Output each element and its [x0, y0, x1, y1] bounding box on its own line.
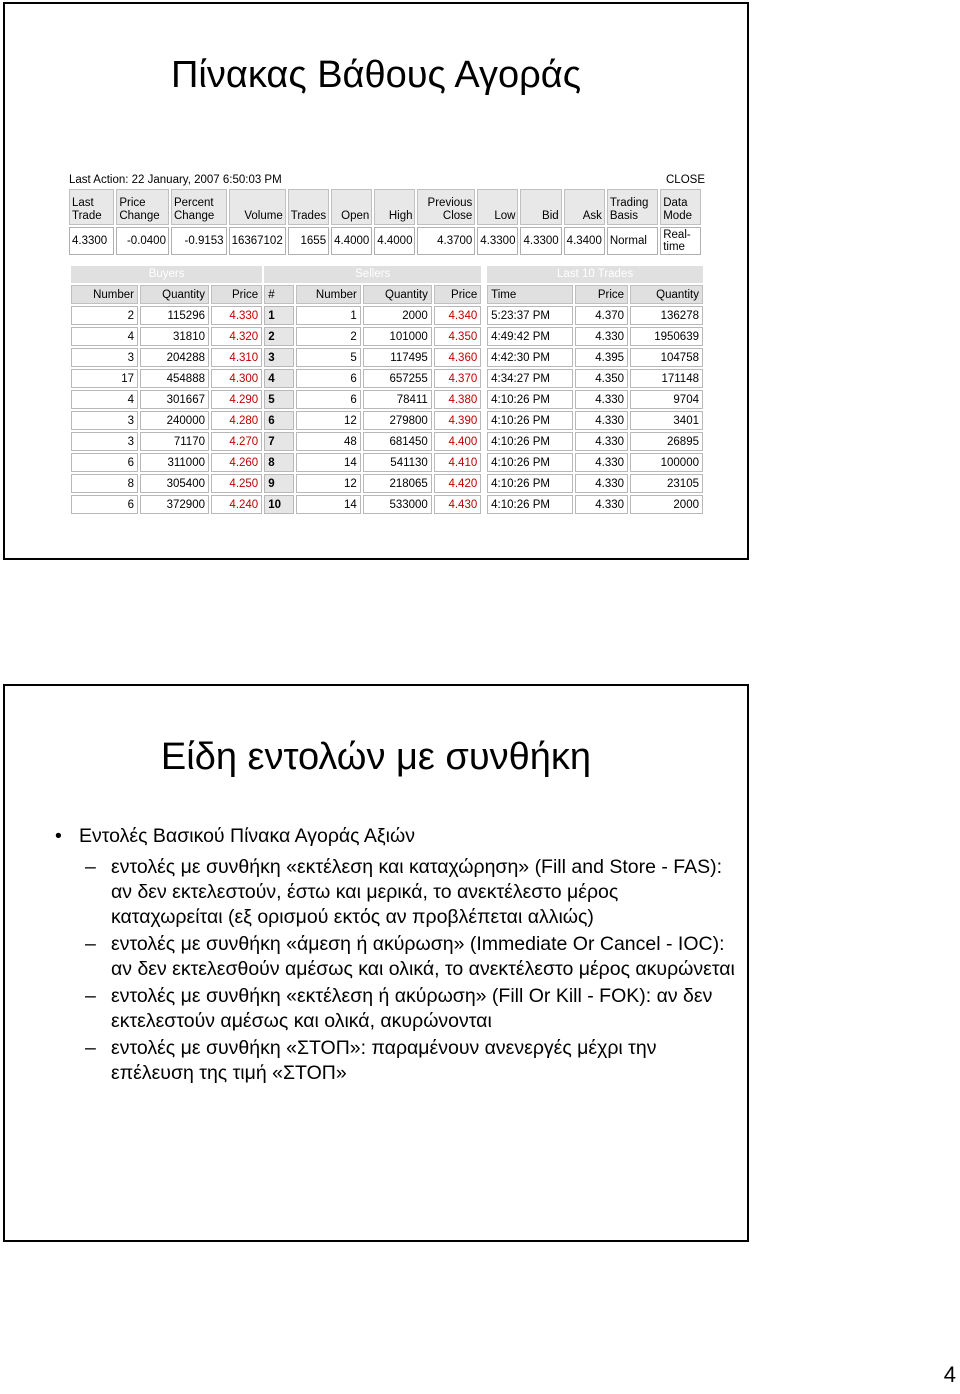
depth-cell-sq: 541130 [363, 453, 432, 472]
depth-row [71, 495, 703, 514]
depth-cell-tq: 171148 [630, 369, 703, 388]
depth-cell-bn: 8 [71, 474, 138, 493]
depth-cell-tt: 4:10:26 PM [487, 495, 573, 514]
sub-bullet [55, 932, 735, 982]
quote-value: 4.3400 [564, 227, 605, 255]
quote-value: 1655 [288, 227, 329, 255]
depth-cell-tt: 4:10:26 PM [487, 432, 573, 451]
depth-cell-bn: 3 [71, 348, 138, 367]
depth-cell-sp: 4.370 [434, 369, 481, 388]
depth-cell-sn: 6 [296, 369, 361, 388]
depth-cell-sp: 4.430 [434, 495, 481, 514]
depth-cell-tq: 3401 [630, 411, 703, 430]
depth-cell-tp: 4.370 [575, 306, 628, 325]
depth-cell-tq: 23105 [630, 474, 703, 493]
buyers-header: Buyers [71, 266, 262, 283]
depth-cell-sq: 117495 [363, 348, 432, 367]
depth-cell-bp: 4.290 [211, 390, 262, 409]
col-trade-quantity: Quantity [630, 285, 703, 304]
depth-row [71, 306, 703, 325]
depth-row [71, 474, 703, 493]
depth-cell-sq: 533000 [363, 495, 432, 514]
depth-cell-tt: 4:10:26 PM [487, 474, 573, 493]
quote-header: Previous Close [417, 189, 475, 225]
dash-marker: – [85, 985, 96, 1007]
quote-value: 4.3700 [417, 227, 475, 255]
last-trades-header: Last 10 Trades [487, 266, 703, 283]
depth-cell-bp: 4.280 [211, 411, 262, 430]
close-link[interactable]: CLOSE [666, 173, 705, 186]
depth-cell-tt: 4:49:42 PM [487, 327, 573, 346]
depth-cell-bq: 301667 [140, 390, 209, 409]
depth-cell-sq: 2000 [363, 306, 432, 325]
quote-value: 4.3300 [477, 227, 518, 255]
depth-row [71, 453, 703, 472]
last-action-text: Last Action: 22 January, 2007 6:50:03 PM [69, 173, 282, 186]
sub-bullet-text: εντολές με συνθήκη «εκτέλεση ή ακύρωση» (Fill Or Kill - FOK): αν δεν εκτελεστούν αμέσως και ολικά, ακυρώνονται [111, 985, 713, 1032]
depth-cell-sq: 279800 [363, 411, 432, 430]
depth-cell-tq: 1950639 [630, 327, 703, 346]
quote-header: Percent Change [171, 189, 227, 225]
depth-cell-sn: 12 [296, 411, 361, 430]
depth-cell-bq: 454888 [140, 369, 209, 388]
depth-cell-i: 10 [264, 495, 294, 514]
depth-cell-sp: 4.340 [434, 306, 481, 325]
depth-cell-bq: 204288 [140, 348, 209, 367]
depth-cell-bq: 372900 [140, 495, 209, 514]
depth-cell-bp: 4.260 [211, 453, 262, 472]
depth-cell-tp: 4.330 [575, 495, 628, 514]
depth-cell-sp: 4.410 [434, 453, 481, 472]
depth-cell-sn: 6 [296, 390, 361, 409]
depth-cell-tt: 4:10:26 PM [487, 411, 573, 430]
sub-bullet-text: εντολές με συνθήκη «εκτέλεση και καταχώρηση» (Fill and Store - FAS): αν δεν εκτελεστούν, έστω και μερικά, το ανεκτέλεστο μέρος καταχωρείται (εξ ορισμού εκτός αν προβλέπεται αλλιώς) [111, 856, 723, 928]
market-depth-panel [69, 264, 705, 516]
col-buyer-number: Number [71, 285, 138, 304]
depth-cell-bn: 4 [71, 390, 138, 409]
slide-market-depth [3, 2, 749, 560]
quote-value: Real-time [660, 227, 701, 255]
main-bullet: • Εντολές Βασικού Πίνακα Αγοράς Αξιών [55, 824, 735, 849]
quote-header: High [374, 189, 415, 225]
depth-cell-bp: 4.270 [211, 432, 262, 451]
depth-cell-bp: 4.330 [211, 306, 262, 325]
depth-cell-sq: 681450 [363, 432, 432, 451]
depth-cell-bq: 71170 [140, 432, 209, 451]
depth-cell-tp: 4.330 [575, 411, 628, 430]
quote-header: Data Mode [660, 189, 701, 225]
depth-cell-sp: 4.420 [434, 474, 481, 493]
depth-row [71, 348, 703, 367]
depth-cell-bn: 4 [71, 327, 138, 346]
quote-header: Bid [520, 189, 561, 225]
depth-cell-tp: 4.330 [575, 327, 628, 346]
depth-cell-sn: 14 [296, 495, 361, 514]
depth-cell-sn: 12 [296, 474, 361, 493]
quote-value: 4.3300 [520, 227, 561, 255]
slide-title: Είδη εντολών με συνθήκη [160, 736, 592, 778]
depth-cell-i: 3 [264, 348, 294, 367]
col-index: # [264, 285, 294, 304]
depth-cell-tt: 5:23:37 PM [487, 306, 573, 325]
dash-marker: – [85, 1037, 96, 1059]
depth-cell-sp: 4.350 [434, 327, 481, 346]
depth-cell-sq: 657255 [363, 369, 432, 388]
slide-conditional-orders [3, 684, 749, 1242]
sub-bullet [55, 984, 735, 1034]
depth-cell-tp: 4.350 [575, 369, 628, 388]
sellers-header: Sellers [264, 266, 481, 283]
depth-cell-bp: 4.250 [211, 474, 262, 493]
depth-cell-bn: 3 [71, 432, 138, 451]
slide-title: Πίνακας Βάθους Αγοράς [170, 54, 582, 96]
quote-value: Normal [607, 227, 658, 255]
depth-cell-tq: 26895 [630, 432, 703, 451]
dash-marker: – [85, 856, 96, 878]
depth-cell-tt: 4:42:30 PM [487, 348, 573, 367]
depth-cell-sq: 101000 [363, 327, 432, 346]
quote-value: -0.9153 [171, 227, 227, 255]
quote-header: Trades [288, 189, 329, 225]
depth-cell-i: 8 [264, 453, 294, 472]
quote-header: Open [331, 189, 372, 225]
col-seller-price: Price [434, 285, 481, 304]
depth-cell-sp: 4.390 [434, 411, 481, 430]
depth-cell-tp: 4.395 [575, 348, 628, 367]
depth-row [71, 432, 703, 451]
depth-cell-i: 4 [264, 369, 294, 388]
depth-cell-sq: 78411 [363, 390, 432, 409]
depth-row [71, 411, 703, 430]
quote-value: 4.4000 [374, 227, 415, 255]
sub-bullet-text: εντολές με συνθήκη «ΣΤΟΠ»: παραμένουν ανενεργές μέχρι την επέλευση της τιμή «ΣΤΟΠ» [111, 1037, 657, 1084]
col-buyer-price: Price [211, 285, 262, 304]
depth-cell-tq: 9704 [630, 390, 703, 409]
depth-cell-sn: 14 [296, 453, 361, 472]
depth-cell-bn: 2 [71, 306, 138, 325]
depth-row [71, 390, 703, 409]
depth-cell-tq: 100000 [630, 453, 703, 472]
depth-cell-bp: 4.240 [211, 495, 262, 514]
quote-header: Price Change [116, 189, 169, 225]
sub-bullet-text: εντολές με συνθήκη «άμεση ή ακύρωση» (Immediate Or Cancel - IOC): αν δεν εκτελεσθούν αμέσως και ολικά, το ανεκτέλεστο μέρος ακυρώνεται [111, 933, 735, 980]
col-seller-quantity: Quantity [363, 285, 432, 304]
quote-table [67, 187, 703, 257]
depth-cell-sn: 2 [296, 327, 361, 346]
depth-cell-bn: 17 [71, 369, 138, 388]
col-seller-number: Number [296, 285, 361, 304]
depth-cell-bn: 6 [71, 453, 138, 472]
quote-value: 16367102 [229, 227, 286, 255]
depth-cell-tt: 4:10:26 PM [487, 390, 573, 409]
depth-cell-tp: 4.330 [575, 453, 628, 472]
depth-cell-bp: 4.310 [211, 348, 262, 367]
depth-cell-bn: 3 [71, 411, 138, 430]
quote-header: Trading Basis [607, 189, 658, 225]
depth-cell-bq: 31810 [140, 327, 209, 346]
quote-header: Last Trade [69, 189, 114, 225]
depth-cell-i: 1 [264, 306, 294, 325]
depth-cell-tp: 4.330 [575, 474, 628, 493]
depth-cell-bq: 115296 [140, 306, 209, 325]
quote-value: 4.4000 [331, 227, 372, 255]
depth-cell-bq: 305400 [140, 474, 209, 493]
quote-header: Low [477, 189, 518, 225]
dash-marker: – [85, 933, 96, 955]
quote-value: -0.0400 [116, 227, 169, 255]
quote-header: Ask [564, 189, 605, 225]
col-buyer-quantity: Quantity [140, 285, 209, 304]
bullet-list [55, 824, 735, 1088]
depth-cell-bq: 240000 [140, 411, 209, 430]
depth-row [71, 369, 703, 388]
depth-cell-sn: 5 [296, 348, 361, 367]
depth-cell-sp: 4.360 [434, 348, 481, 367]
depth-cell-bp: 4.320 [211, 327, 262, 346]
depth-cell-sp: 4.380 [434, 390, 481, 409]
quote-panel [69, 172, 705, 257]
sub-bullet [55, 1036, 735, 1086]
depth-cell-tt: 4:10:26 PM [487, 453, 573, 472]
col-trade-price: Price [575, 285, 628, 304]
depth-row [71, 327, 703, 346]
depth-table [69, 264, 705, 516]
depth-cell-sq: 218065 [363, 474, 432, 493]
page-number: 4 [943, 1362, 956, 1387]
depth-cell-bp: 4.300 [211, 369, 262, 388]
depth-cell-tt: 4:34:27 PM [487, 369, 573, 388]
depth-cell-tq: 136278 [630, 306, 703, 325]
depth-cell-i: 2 [264, 327, 294, 346]
depth-cell-bn: 6 [71, 495, 138, 514]
col-trade-time: Time [487, 285, 573, 304]
depth-cell-tp: 4.330 [575, 432, 628, 451]
depth-cell-i: 7 [264, 432, 294, 451]
depth-cell-sn: 1 [296, 306, 361, 325]
depth-cell-sn: 48 [296, 432, 361, 451]
sub-bullet [55, 855, 735, 930]
depth-cell-tq: 104758 [630, 348, 703, 367]
depth-cell-tq: 2000 [630, 495, 703, 514]
quote-header: Volume [229, 189, 286, 225]
depth-cell-sp: 4.400 [434, 432, 481, 451]
quote-value: 4.3300 [69, 227, 114, 255]
depth-cell-bq: 311000 [140, 453, 209, 472]
depth-cell-i: 6 [264, 411, 294, 430]
depth-cell-tp: 4.330 [575, 390, 628, 409]
depth-cell-i: 9 [264, 474, 294, 493]
depth-cell-i: 5 [264, 390, 294, 409]
